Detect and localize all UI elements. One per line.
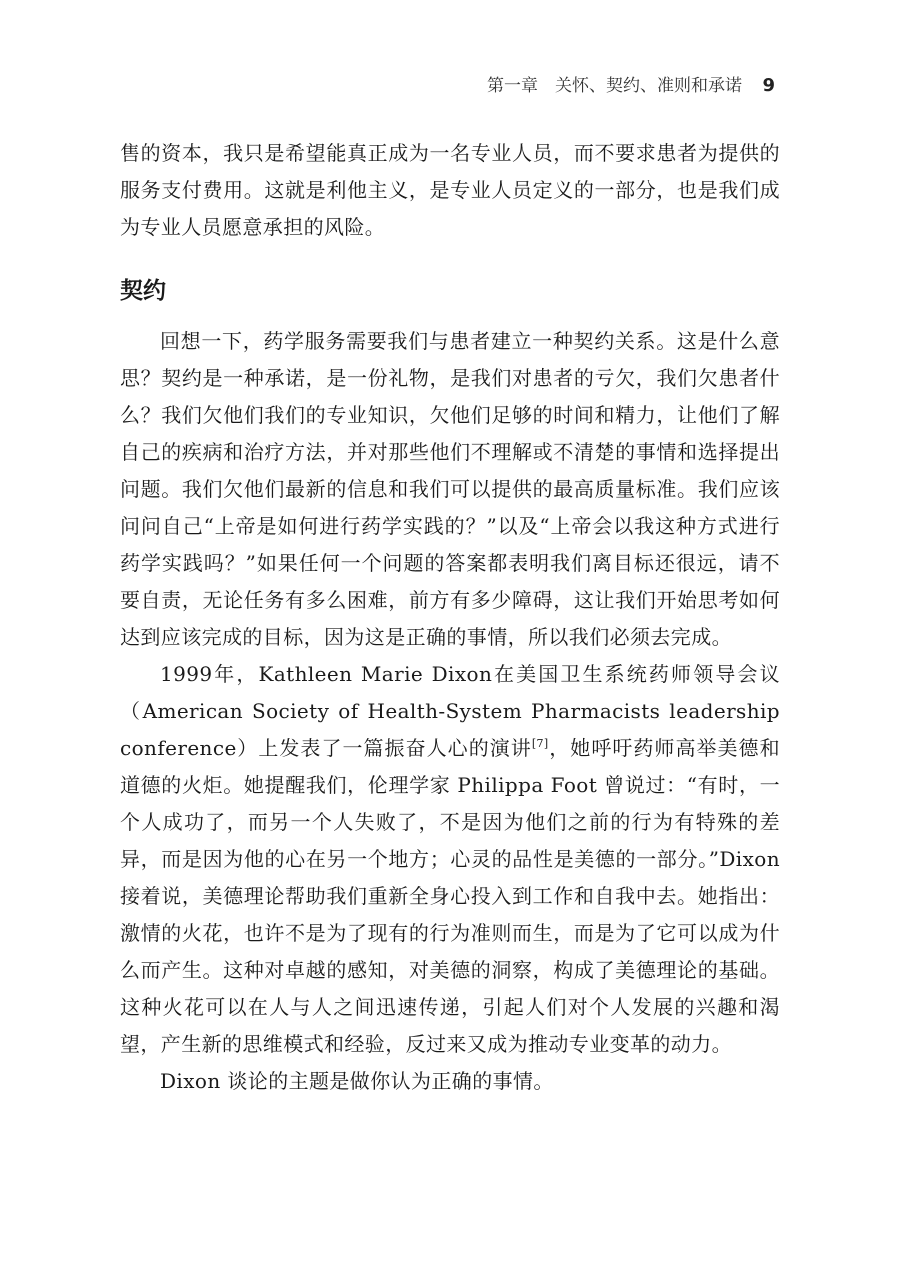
page-number: 9 [762,75,775,96]
section-heading: 契约 [120,278,166,304]
paragraph-covenant: 回想一下，药学服务需要我们与患者建立一种契约关系。这是什么意思？契约是一种承诺，是一份礼物，是我们对患者的亏欠，我们欠患者什么？我们欠他们我们的专业知识，欠他们足够的时间和精力，让他们了解自己的疾病和治疗方法，并对那些他们不理解或不清楚的事情和选择提出问题。我们欠他们最新的信息和我们可以提供的最高质量标准。我们应该问问自己“上帝是如何进行药学实践的？”以及“上帝会以我这种方式进行药学实践吗？”如果任何一个问题的答案都表明我们离目标还很远，请不要自责，无论任务有多么困难，前方有多少障碍，这让我们开始思考如何达到应该完成的目标，因为这是正确的事情，所以我们必须去完成。 [120,329,780,649]
paragraph-text-part: ，她呼吁药师高举美德和道德的火炬。她提醒我们，伦理学家 Philippa Foot 曾说过：“有时，一个人成功了，而另一个人失败了，不是因为他们之前的行为有特殊的差异，而是因为他的心在另一个地方；心灵的品性是美德的一部分。”Dixon 接着说，美德理论帮助我们重新全身心投入到工作和自我中去。她指出：激情的火花，也许不是为了现有的行为准则而生，而是为了它可以成为什么而产生。这种对卓越的感知，对美德的洞察，构成了美德理论的基础。这种火花可以在人与人之间迅速传递，引起人们对个人发展的兴趣和渴望，产生新的思维模式和经验，反过来又成为推动专业变革的动力。 [120,736,780,1056]
running-header [0,72,900,100]
reference-marker: [7] [531,737,549,750]
paragraph-continued: 售的资本，我只是希望能真正成为一名专业人员，而不要求患者为提供的服务支付费用。这就是利他主义，是专业人员定义的一部分，也是我们成为专业人员愿意承担的风险。 [120,141,780,239]
paragraph-dixon-theme: Dixon 谈论的主题是做你认为正确的事情。 [160,1069,554,1093]
paragraph-dixon-speech [120,656,780,1063]
chapter-title: 第一章 关怀、契约、准则和承诺 [487,76,742,96]
paragraph-text-part: 1999年，Kathleen Marie Dixon在美国卫生系统药师领导会议（American Society of Health-System Pharmacists leadership conference）上发表了一篇振奋人心的演讲 [120,662,780,760]
page-body [120,135,780,1100]
